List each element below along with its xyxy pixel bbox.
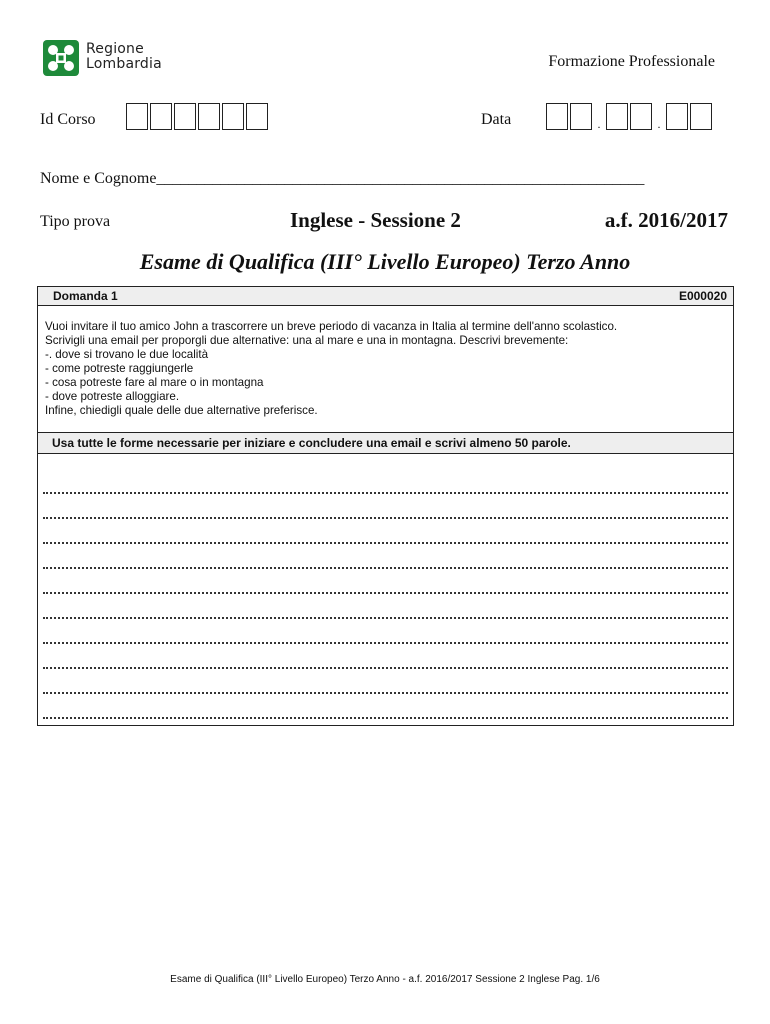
logo-text bbox=[86, 42, 162, 72]
question-code: E000020 bbox=[678, 289, 727, 303]
name-underline: _____________________________________________________________ bbox=[156, 170, 645, 187]
date-month-box[interactable] bbox=[606, 103, 628, 130]
id-box[interactable] bbox=[222, 103, 244, 130]
answer-line[interactable] bbox=[43, 569, 728, 594]
page-footer: Esame di Qualifica (III° Livello Europeo) Terzo Anno - a.f. 2016/2017 Sessione 2 Inglese Pag. 1/6 bbox=[170, 974, 600, 985]
answer-line[interactable] bbox=[43, 694, 728, 719]
id-box[interactable] bbox=[150, 103, 172, 130]
date-label: Data bbox=[481, 111, 512, 128]
question-text bbox=[45, 320, 725, 418]
department-label: Formazione Professionale bbox=[548, 53, 715, 70]
answer-line[interactable] bbox=[43, 544, 728, 569]
question-panel bbox=[37, 286, 734, 726]
instruction-bar bbox=[38, 432, 733, 454]
question-line: - dove potreste alloggiare. bbox=[45, 390, 180, 403]
date-month-box[interactable] bbox=[630, 103, 652, 130]
id-box[interactable] bbox=[126, 103, 148, 130]
question-line: Scrivigli una email per proporgli due alternative: una al mare e una in montagna. Descrivi brevemente: bbox=[45, 334, 569, 347]
answer-line[interactable] bbox=[43, 619, 728, 644]
answer-line[interactable] bbox=[43, 469, 728, 494]
date-day-box[interactable] bbox=[570, 103, 592, 130]
exam-title: Esame di Qualifica (III° Livello Europeo) Terzo Anno bbox=[139, 249, 631, 274]
id-box[interactable] bbox=[174, 103, 196, 130]
name-label: Nome e Cognome bbox=[40, 170, 157, 187]
question-line: Vuoi invitare il tuo amico John a trascorrere un breve periodo di vacanza in Italia al termine dell'anno scolastico. bbox=[45, 320, 618, 333]
question-header bbox=[38, 287, 733, 306]
logo-line-2: Lombardia bbox=[86, 56, 162, 72]
test-type-label: Tipo prova bbox=[40, 213, 111, 230]
date-day-box[interactable] bbox=[546, 103, 568, 130]
academic-year-label: a.f. 2016/2017 bbox=[604, 208, 728, 232]
logo-emblem-icon bbox=[43, 40, 79, 76]
answer-area[interactable] bbox=[43, 469, 728, 719]
date-separator: . bbox=[657, 117, 661, 131]
date-separator: . bbox=[597, 117, 601, 131]
name-field[interactable] bbox=[40, 170, 644, 188]
question-line: -. dove si trovano le due località bbox=[45, 348, 209, 361]
date-year-box[interactable] bbox=[690, 103, 712, 130]
question-line: - cosa potreste fare al mare o in montagna bbox=[45, 376, 264, 389]
answer-line[interactable] bbox=[43, 669, 728, 694]
question-line: - come potreste raggiungerle bbox=[45, 362, 194, 375]
id-corso-boxes[interactable] bbox=[126, 103, 270, 130]
instruction-text: Usa tutte le forme necessarie per iniziare e concludere una email e scrivi almeno 50 parole. bbox=[52, 436, 571, 450]
answer-line[interactable] bbox=[43, 494, 728, 519]
answer-line[interactable] bbox=[43, 519, 728, 544]
date-boxes[interactable] bbox=[546, 103, 714, 130]
id-box[interactable] bbox=[246, 103, 268, 130]
answer-line[interactable] bbox=[43, 644, 728, 669]
id-corso-label: Id Corso bbox=[40, 111, 96, 128]
date-year-box[interactable] bbox=[666, 103, 688, 130]
answer-line[interactable] bbox=[43, 594, 728, 619]
regione-lombardia-logo bbox=[43, 40, 178, 76]
question-line: Infine, chiedigli quale delle due alternative preferisce. bbox=[45, 404, 318, 417]
id-box[interactable] bbox=[198, 103, 220, 130]
session-label: Inglese - Sessione 2 bbox=[290, 208, 461, 232]
logo-line-1: Regione bbox=[86, 41, 144, 57]
question-number: Domanda 1 bbox=[53, 289, 118, 303]
